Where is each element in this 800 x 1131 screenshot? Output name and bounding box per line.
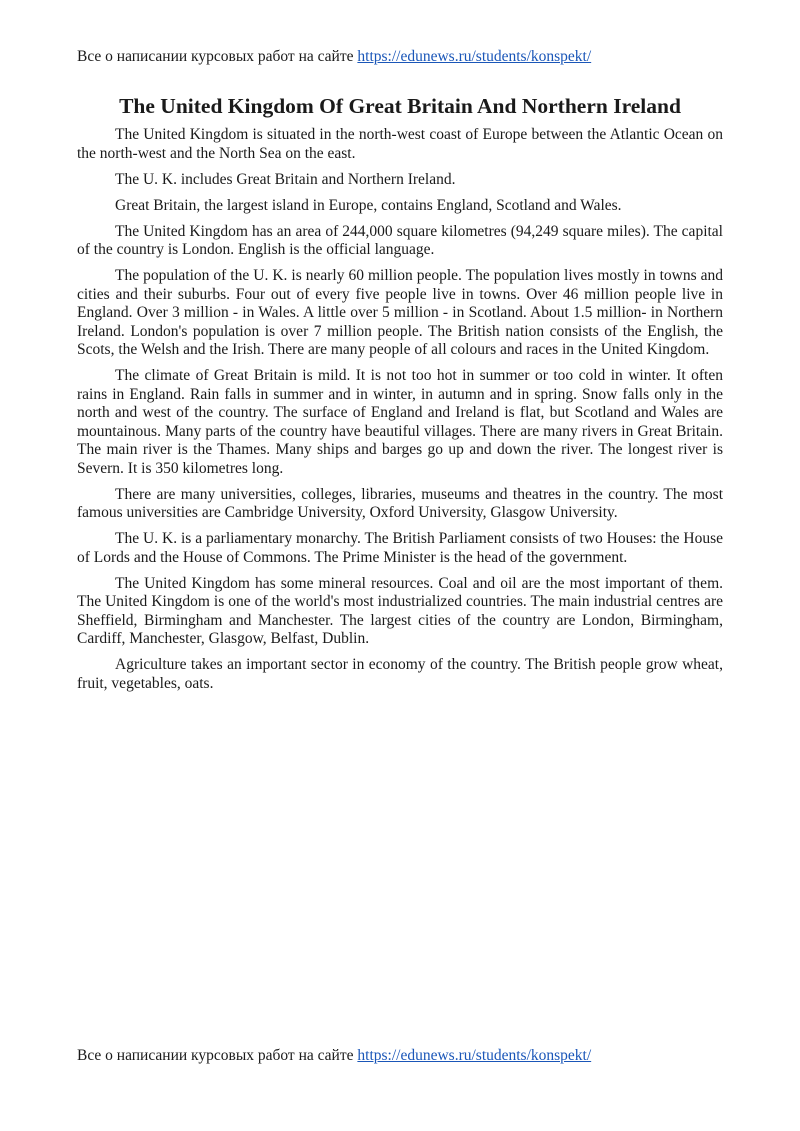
header-text: Все о написании курсовых работ на сайте xyxy=(77,48,354,65)
footer-text: Все о написании курсовых работ на сайте xyxy=(77,1047,354,1064)
header-link[interactable]: https://edunews.ru/students/konspekt/ xyxy=(357,48,592,65)
page-header xyxy=(77,47,591,67)
paragraph: There are many universities, colleges, libraries, museums and theatres in the country. The most famous universities are Cambridge University, Oxford University, Glasgow University. xyxy=(77,485,723,521)
paragraph: Great Britain, the largest island in Europe, contains England, Scotland and Wales. xyxy=(115,196,622,214)
paragraph: The population of the U. K. is nearly 60 million people. The population lives mostly in towns and cities and their suburbs. Four out of every five people live in towns. Over 46 million people live in England. Over 3 million - in Wales. A little over 5 million - in Scotland. About 1.5 million- in Northern Ireland. London's population is over 7 million people. The British nation consists of the English, the Scots, the Welsh and the Irish. There are many people of all colours and races in the United Kingdom. xyxy=(77,267,723,358)
paragraph: The U. K. is a parliamentary monarchy. The British Parliament consists of two Houses: the House of Lords and the House of Commons. The Prime Minister is the head of the government. xyxy=(77,530,723,566)
document-title: The United Kingdom Of Great Britain And Northern Ireland xyxy=(119,94,681,118)
paragraph: The United Kingdom has some mineral resources. Coal and oil are the most important of them. The United Kingdom is one of the world's most industrialized countries. The main industrial centres are Sheffield, Birmingham and Manchester. The largest cities of the country are London, Birmingham, Cardiff, Manchester, Glasgow, Belfast, Dublin. xyxy=(77,574,723,647)
paragraph: Agriculture takes an important sector in economy of the country. The British people grow wheat, fruit, vegetables, oats. xyxy=(77,656,723,692)
page-footer xyxy=(77,1046,591,1066)
paragraph: The U. K. includes Great Britain and Northern Ireland. xyxy=(115,170,456,188)
document-body xyxy=(77,93,723,701)
paragraph: The United Kingdom is situated in the north-west coast of Europe between the Atlantic Ocean on the north-west and the North Sea on the east. xyxy=(77,126,723,162)
paragraph: The climate of Great Britain is mild. It is not too hot in summer or too cold in winter. It often rains in England. Rain falls in summer and in winter, in autumn and in spring. Snow falls only in the north and west of the country. The surface of England and Ireland is flat, but Scotland and Wales are mountainous. Many parts of the country have beautiful villages. There are many rivers in Great Britain. The main river is the Thames. Many ships and barges go up and down the river. The longest river is Severn. It is 350 kilometres long. xyxy=(77,367,723,477)
paragraph: The United Kingdom has an area of 244,000 square kilometres (94,249 square miles). The capital of the country is London. English is the official language. xyxy=(77,222,723,258)
footer-link[interactable]: https://edunews.ru/students/konspekt/ xyxy=(357,1047,592,1064)
